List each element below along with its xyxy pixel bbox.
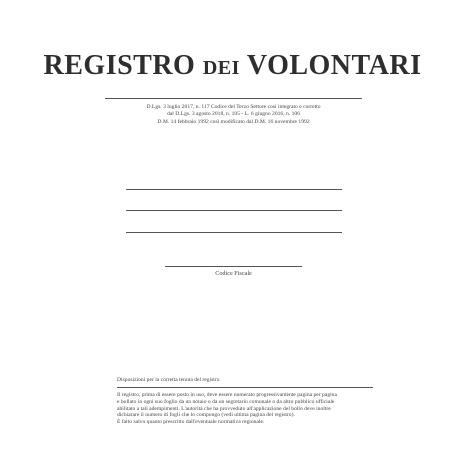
disposizioni-line-5: È fatto salvo quanto prescritto dall'eventuale normativa regionale. (117, 419, 265, 426)
title-volontari: VOLONTARI (239, 50, 422, 81)
title-registro: REGISTRO (43, 50, 203, 81)
legal-line-3: D.M. 14 febbraio 1992 così modificato dal D.M. 16 novembre 1992 (157, 118, 310, 125)
codice-fiscale-label: Codice Fiscale (215, 270, 252, 277)
legal-references (105, 104, 362, 126)
organization-name-line-3 (126, 232, 342, 233)
legal-line-2: dal D.Lgs. 3 agosto 2018, n. 105 - L. 6 giugno 2016, n. 106 (167, 111, 300, 118)
disposizioni-line-3: abilitato a tali adempimenti. L'autorità che ha provveduto all'applicazione del bollo deve inoltre (117, 405, 331, 412)
title-divider (105, 98, 362, 99)
disposizioni-line-2: e bollato in ogni suo foglio da un notaio o da un segretario comunale o da altro pubblico ufficiale (117, 398, 335, 405)
disposizioni-text (117, 392, 377, 426)
legal-line-1: D.Lgs. 3 luglio 2017, n. 117 Codice del Terzo Settore così integrato e corretto (146, 104, 321, 110)
codice-fiscale-line (165, 266, 302, 267)
disposizioni-line-1: Il registro, prima di essere posto in uso, deve essere numerato progressivamente pagina per pagina (117, 392, 337, 398)
disposizioni-line-4: dichiarare il numero di fogli che lo compongo (vedi ultima pagina del registro). (117, 412, 295, 419)
organization-name-line-2 (126, 210, 342, 211)
document-title (0, 50, 465, 82)
title-dei: DEI (202, 57, 240, 79)
organization-name-line-1 (126, 189, 342, 190)
disposizioni-heading: Disposizioni per la corretta tenuta del registro (117, 377, 220, 383)
disposizioni-divider (117, 387, 373, 388)
